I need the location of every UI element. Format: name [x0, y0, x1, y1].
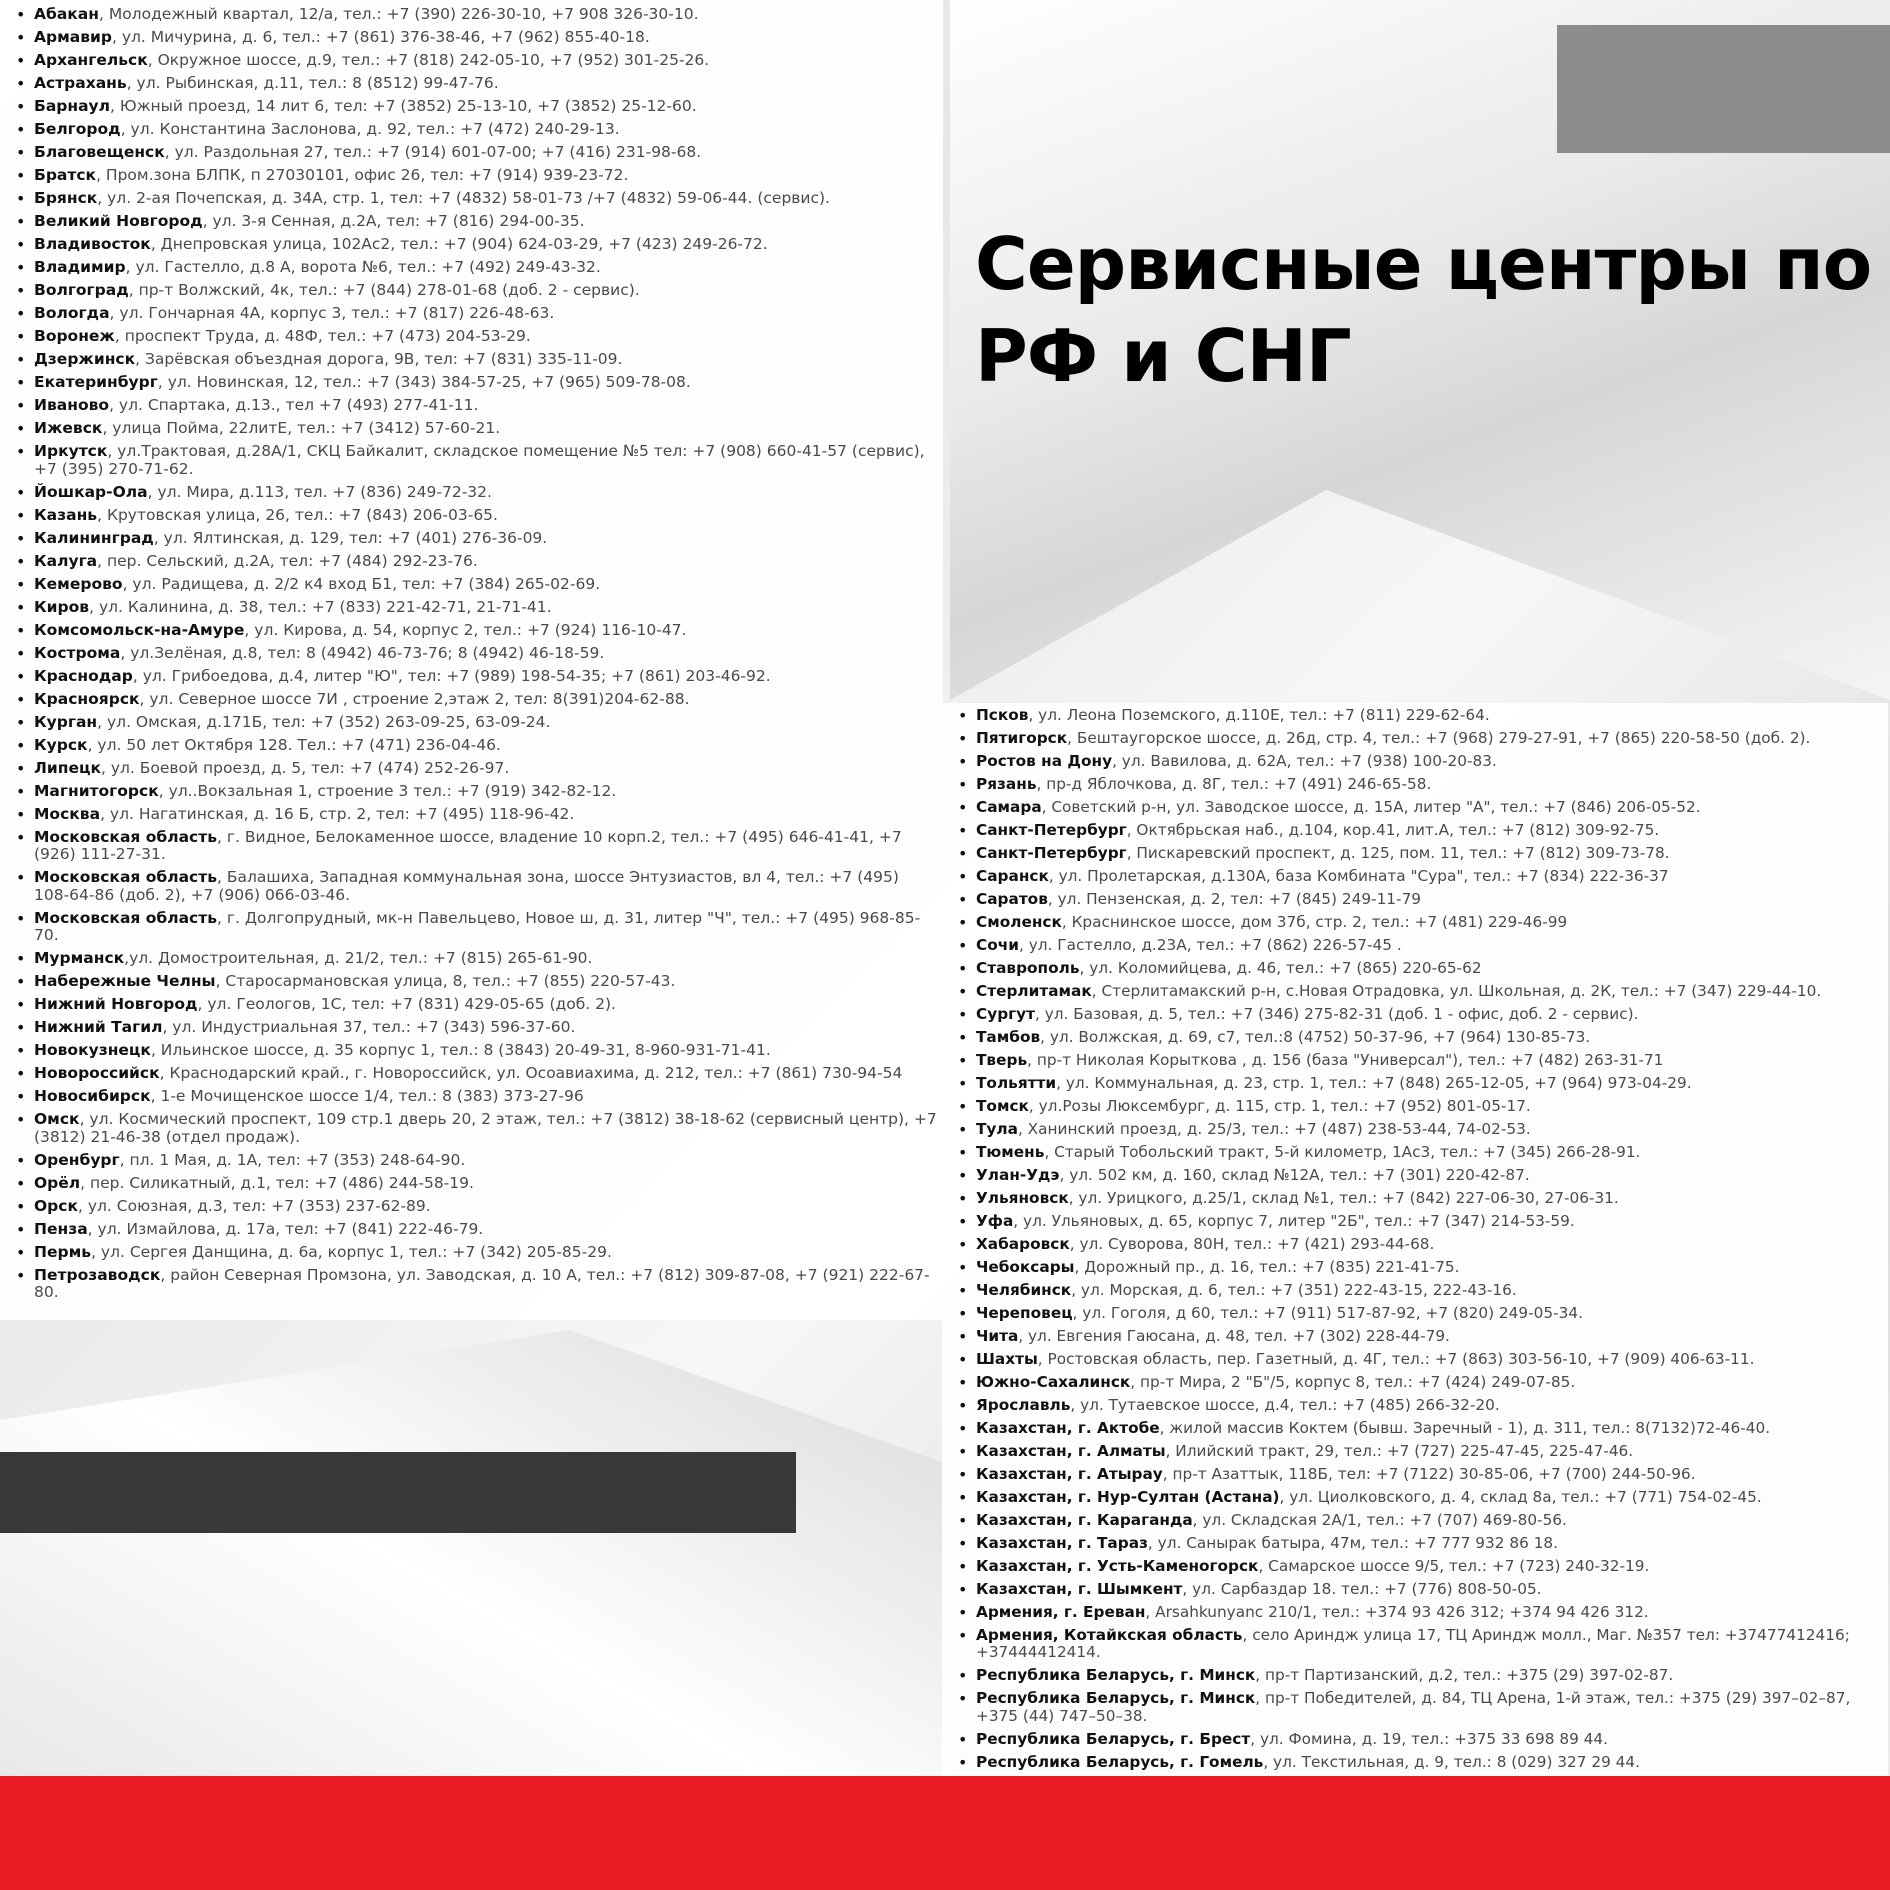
service-center-item — [14, 1065, 937, 1083]
service-center-city: Иваново — [34, 396, 110, 414]
service-center-details: , г. Видное, Белокаменное шоссе, владение 10 корп.2, тел.: +7 (495) 646-41-41, +7 (926) 111-27-31. — [34, 827, 902, 863]
service-center-city: Казахстан, г. Атырау — [976, 1465, 1163, 1483]
service-center-details: , Краснодарский край., г. Новороссийск, ул. Осоавиахима, д. 212, тел.: +7 (861) 730-94-54 — [159, 1064, 903, 1082]
service-center-details: , ул. Пролетарская, д.130А, база Комбината "Сура", тел.: +7 (834) 222-36-37 — [1048, 867, 1669, 885]
service-center-city: Пермь — [34, 1242, 92, 1261]
service-center-item — [14, 282, 937, 300]
service-center-item — [14, 1088, 937, 1106]
service-center-city: Липецк — [34, 758, 101, 777]
service-center-item — [956, 707, 1882, 724]
service-center-details: , пл. 1 Мая, д. 1А, тел: +7 (353) 248-64-90. — [119, 1150, 466, 1169]
service-center-details: , ул. Калинина, д. 38, тел.: +7 (833) 221-42-71, 21-71-41. — [89, 597, 552, 616]
service-center-city: Екатеринбург — [34, 373, 158, 391]
service-center-item — [14, 1244, 937, 1262]
service-center-details: , ул. Омская, д.171Б, тел: +7 (352) 263-09-25, 63-09-24. — [97, 712, 551, 731]
service-center-item — [14, 576, 937, 594]
service-center-city: Самара — [976, 798, 1042, 816]
service-center-details: , проспект Труда, д. 48Ф, тел.: +7 (473) 204-53-29. — [114, 327, 531, 345]
service-center-city: Улан-Удэ — [976, 1166, 1060, 1184]
service-center-details: , ул. Северное шоссе 7И , строение 2,этаж 2, тел: 8(391)204-62-88. — [139, 689, 690, 708]
service-center-item — [956, 1397, 1882, 1414]
service-center-item — [14, 443, 937, 478]
service-center-item — [956, 1144, 1882, 1161]
service-center-item — [14, 305, 937, 323]
service-center-city: Иркутск — [34, 442, 108, 460]
service-center-details: , Окружное шоссе, д.9, тел.: +7 (818) 242-05-10, +7 (952) 301-25-26. — [147, 51, 710, 69]
service-center-city: Краснодар — [34, 666, 133, 685]
service-center-city: Казахстан, г. Шымкент — [976, 1580, 1183, 1598]
service-center-item — [14, 622, 937, 640]
service-center-details: , ул. Ульяновых, д. 65, корпус 7, литер "2Б", тел.: +7 (347) 214-53-59. — [1013, 1212, 1575, 1230]
service-center-city: Дзержинск — [34, 350, 136, 368]
service-center-item — [956, 914, 1882, 931]
page-title: Сервисные центры по РФ и СНГ — [975, 222, 1872, 399]
service-center-city: Ростов на Дону — [976, 752, 1113, 770]
service-center-city: Курск — [34, 735, 88, 754]
service-center-item — [956, 1029, 1882, 1046]
service-center-city: Набережные Челны — [34, 972, 216, 990]
service-center-item — [956, 1098, 1882, 1115]
service-center-city: Орск — [34, 1196, 78, 1215]
service-center-city: Тула — [976, 1120, 1018, 1138]
service-center-details: , ул. 502 км, д. 160, склад №12А, тел.: +7 (301) 220-42-87. — [1059, 1166, 1530, 1184]
service-center-city: Республика Беларусь, г. Минск — [976, 1689, 1256, 1708]
service-center-city: Астрахань — [34, 74, 127, 92]
service-center-item — [14, 806, 937, 824]
service-center-item — [956, 1374, 1882, 1391]
service-center-details: , пр-т Николая Корыткова , д. 156 (база "Универсал"), тел.: +7 (482) 263-31-71 — [1027, 1051, 1664, 1069]
service-center-item — [956, 1754, 1882, 1771]
service-center-city: Кемерово — [34, 574, 123, 593]
decorative-dark-bar — [0, 1452, 796, 1533]
service-center-city: Вологда — [34, 304, 110, 322]
service-center-item — [14, 760, 937, 778]
service-center-item — [14, 737, 937, 755]
service-center-city: Братск — [34, 166, 97, 184]
service-center-item — [14, 1019, 937, 1037]
service-center-details: , ул. Гоголя, д 60, тел.: +7 (911) 517-87-92, +7 (820) 249-05-34. — [1072, 1304, 1583, 1322]
service-center-item — [14, 996, 937, 1014]
service-center-city: Армавир — [34, 28, 112, 46]
service-center-item — [14, 29, 937, 47]
service-center-item — [956, 1466, 1882, 1483]
service-center-details: , ул. Санырак батыра, 47м, тел.: +7 777 932 86 18. — [1147, 1534, 1559, 1552]
service-center-details: , ул. Нагатинская, д. 16 Б, стр. 2, тел: +7 (495) 118-96-42. — [100, 804, 575, 823]
service-center-city: Тамбов — [976, 1028, 1041, 1046]
service-center-details: , ул.Розы Люксембург, д. 115, стр. 1, тел.: +7 (952) 801-05-17. — [1028, 1097, 1531, 1115]
service-center-city: Абакан — [34, 5, 99, 23]
service-center-city: Калуга — [34, 551, 98, 570]
service-center-item — [956, 960, 1882, 977]
service-center-item — [956, 1604, 1882, 1621]
service-center-details: , ул. Коммунальная, д. 23, стр. 1, тел.: +7 (848) 265-12-05, +7 (964) 973-04-29. — [1056, 1074, 1692, 1092]
service-center-city: Ульяновск — [976, 1189, 1069, 1207]
service-center-item — [14, 98, 937, 116]
service-center-item — [956, 1558, 1882, 1575]
service-center-item — [14, 213, 937, 231]
service-center-city: Московская область — [34, 827, 218, 846]
service-center-details: , ул. Леона Поземского, д.110Е, тел.: +7 (811) 229-62-64. — [1028, 706, 1490, 724]
service-center-city: Владивосток — [34, 235, 151, 253]
service-center-details: , жилой массив Коктем (бывш. Заречный - 1), д. 311, тел.: 8(7132)72-46-40. — [1159, 1419, 1771, 1437]
service-center-item — [14, 950, 937, 968]
service-center-details: , ул. Базовая, д. 5, тел.: +7 (346) 275-82-31 (доб. 1 - офис, доб. 2 - сервис). — [1034, 1005, 1639, 1023]
service-center-item — [14, 829, 937, 864]
service-center-details: , ул. Евгения Гаюсана, д. 48, тел. +7 (302) 228-44-79. — [1018, 1327, 1450, 1345]
service-center-details: , ул. Волжская, д. 69, с7, тел.:8 (4752) 50-37-96, +7 (964) 130-85-73. — [1040, 1028, 1591, 1046]
service-center-city: Мурманск — [34, 949, 125, 967]
service-center-details: , ул. Новинская, 12, тел.: +7 (343) 384-57-25, +7 (965) 509-78-08. — [157, 373, 691, 391]
service-center-details: , ул. 3-я Сенная, д.2А, тел: +7 (816) 294-00-35. — [202, 212, 585, 230]
service-center-item — [14, 1267, 937, 1302]
service-center-item — [14, 530, 937, 548]
service-center-item — [956, 891, 1882, 908]
service-center-item — [956, 1667, 1882, 1684]
service-center-city: Кострома — [34, 643, 121, 662]
service-center-details: , г. Долгопрудный, мк-н Павельцево, Новое ш, д. 31, литер "Ч", тел.: +7 (495) 968-85-70. — [34, 908, 921, 944]
service-center-item — [956, 1443, 1882, 1460]
service-center-details: , ул. 50 лет Октября 128. Тел.: +7 (471) 236-04-46. — [87, 735, 501, 754]
service-center-list-left — [0, 0, 943, 1320]
service-center-city: Санкт-Петербург — [976, 844, 1127, 862]
service-center-details: , село Ариндж улица 17, ТЦ Ариндж молл., Маг. №357 тел: +37477412416; +37444412414. — [976, 1626, 1850, 1662]
service-center-city: Республика Беларусь, г. Гомель — [976, 1752, 1264, 1771]
service-center-city: Челябинск — [976, 1281, 1072, 1299]
service-center-item — [14, 121, 937, 139]
service-center-details: , ул. Раздольная 27, тел.: +7 (914) 601-07-00; +7 (416) 231-98-68. — [164, 143, 702, 161]
service-center-details: , пер. Сельский, д.2А, тел: +7 (484) 292-23-76. — [97, 551, 478, 570]
service-center-city: Омск — [34, 1110, 80, 1128]
service-center-details: , ул. Коломийцева, д. 46, тел.: +7 (865) 220-65-62 — [1079, 959, 1482, 977]
service-center-city: Волгоград — [34, 281, 129, 299]
service-center-item — [14, 52, 937, 70]
service-center-city: Московская область — [34, 908, 218, 927]
service-center-details: , Южный проезд, 14 лит 6, тел: +7 (3852) 25-13-10, +7 (3852) 25-12-60. — [110, 97, 697, 115]
service-center-details: , ул. Константина Заслонова, д. 92, тел.: +7 (472) 240-29-13. — [120, 120, 620, 138]
service-center-item — [956, 1236, 1882, 1253]
service-center-item — [14, 691, 937, 709]
service-center-item — [14, 6, 937, 24]
service-center-item — [14, 599, 937, 617]
service-center-item — [956, 1627, 1882, 1662]
service-center-item — [14, 1221, 937, 1239]
service-center-details: , ул. Космический проспект, 109 стр.1 дверь 20, 2 этаж, тел.: +7 (3812) 38-18-62 (сервисный центр), +7 (3812) 21-46-38 (отдел продаж). — [34, 1110, 937, 1146]
service-center-details: , ул. Тутаевское шоссе, д.4, тел.: +7 (485) 266-32-20. — [1070, 1396, 1500, 1414]
service-center-city: Чебоксары — [976, 1258, 1075, 1276]
service-center-item — [14, 783, 937, 801]
service-center-item — [14, 1152, 937, 1170]
service-center-city: Смоленск — [976, 913, 1062, 931]
service-center-city: Ставрополь — [976, 959, 1080, 977]
service-center-item — [956, 1535, 1882, 1552]
service-center-city: Ижевск — [34, 419, 103, 437]
service-center-details: , ул. Сарбаздар 18. тел.: +7 (776) 808-50-05. — [1182, 1580, 1542, 1598]
service-center-item — [14, 374, 937, 392]
service-center-city: Московская область — [34, 868, 218, 886]
service-center-item — [956, 776, 1882, 793]
service-center-city: Череповец — [976, 1304, 1073, 1322]
service-center-item — [956, 1006, 1882, 1023]
service-center-item — [956, 1351, 1882, 1368]
service-center-details: , ул. Союзная, д.3, тел: +7 (353) 237-62-89. — [77, 1196, 431, 1215]
service-center-item — [956, 730, 1882, 747]
service-center-details: , пр-т Победителей, д. 84, ТЦ Арена, 1-й этаж, тел.: +375 (29) 397–02–87, +375 (44) 747–50–38. — [976, 1689, 1851, 1725]
service-center-city: Саранск — [976, 867, 1049, 885]
service-center-city: Чита — [976, 1327, 1019, 1345]
service-center-item — [956, 1190, 1882, 1207]
service-center-details: , ул.Трактовая, д.28А/1, СКЦ Байкалит, складское помещение №5 тел: +7 (908) 660-41-57 (сервис), +7 (395) 270-71-62. — [34, 442, 925, 478]
service-center-city: Курган — [34, 712, 98, 731]
service-center-item — [956, 1489, 1882, 1506]
service-center-details: , Дорожный пр., д. 16, тел.: +7 (835) 221-41-75. — [1074, 1258, 1460, 1276]
service-center-city: Киров — [34, 597, 90, 616]
service-center-details: , Стерлитамакский р-н, с.Новая Отрадовка, ул. Школьная, д. 2К, тел.: +7 (347) 229-44-10. — [1091, 982, 1822, 1000]
service-center-details: , Илийский тракт, 29, тел.: +7 (727) 225-47-45, 225-47-46. — [1165, 1442, 1634, 1460]
service-center-item — [956, 1305, 1882, 1322]
decorative-grey-block — [1557, 25, 1890, 153]
service-center-city: Брянск — [34, 189, 98, 207]
service-center-item — [956, 822, 1882, 839]
service-center-item — [14, 259, 937, 277]
service-center-city: Орёл — [34, 1173, 81, 1192]
service-center-city: Пятигорск — [976, 729, 1068, 747]
service-center-city: Нижний Тагил — [34, 1018, 163, 1036]
service-center-item — [14, 397, 937, 415]
service-center-item — [956, 868, 1882, 885]
service-center-details: , ул. 2-ая Почепская, д. 34А, стр. 1, тел: +7 (4832) 58-01-73 /+7 (4832) 59-06-44. (сервис). — [97, 189, 830, 207]
service-center-city: Новороссийск — [34, 1064, 160, 1082]
service-center-city: Оренбург — [34, 1150, 120, 1169]
service-center-item — [956, 983, 1882, 1000]
service-center-item — [14, 328, 937, 346]
service-center-details: , Самарское шоссе 9/5, тел.: +7 (723) 240-32-19. — [1258, 1557, 1650, 1575]
service-center-item — [956, 1731, 1882, 1748]
service-center-item — [14, 144, 937, 162]
service-center-city: Тверь — [976, 1051, 1028, 1069]
service-center-item — [956, 1690, 1882, 1725]
service-center-city: Шахты — [976, 1350, 1038, 1368]
service-center-city: Ярославль — [976, 1396, 1071, 1414]
service-center-details: , Бештаугорское шоссе, д. 26д, стр. 4, тел.: +7 (968) 279-27-91, +7 (865) 220-58-50 (доб. 2). — [1067, 729, 1811, 747]
service-center-details: , пр-д Яблочкова, д. 8Г, тел.: +7 (491) 246-65-58. — [1036, 775, 1432, 793]
service-center-details: , ул. Гастелло, д.8 А, ворота №6, тел.: +7 (492) 249-43-32. — [125, 258, 601, 276]
service-center-item — [14, 973, 937, 991]
service-center-details: , Ханинский проезд, д. 25/3, тел.: +7 (487) 238-53-44, 74-02-53. — [1017, 1120, 1531, 1138]
service-center-city: Казахстан, г. Нур-Султан (Астана) — [976, 1488, 1280, 1506]
service-center-details: , ул. Урицкого, д.25/1, склад №1, тел.: +7 (842) 227-06-30, 27-06-31. — [1068, 1189, 1619, 1207]
service-center-details: , Советский р-н, ул. Заводское шоссе, д. 15А, литер "А", тел.: +7 (846) 206-05-52. — [1041, 798, 1701, 816]
service-center-item — [14, 507, 937, 525]
service-center-details: , Старосармановская улица, 8, тел.: +7 (855) 220-57-43. — [215, 972, 676, 990]
service-center-details: , ул. Суворова, 80Н, тел.: +7 (421) 293-44-68. — [1069, 1235, 1435, 1253]
service-center-city: Великий Новгород — [34, 212, 203, 230]
service-center-details: , ул. Сергея Данщина, д. 6а, корпус 1, тел.: +7 (342) 205-85-29. — [91, 1242, 612, 1261]
service-center-details: , Краснинское шоссе, дом 37б, стр. 2, тел.: +7 (481) 229-46-99 — [1061, 913, 1568, 931]
service-center-details: , ул. Спартака, д.13., тел +7 (493) 277-41-11. — [109, 396, 479, 414]
service-center-city: Казахстан, г. Тараз — [976, 1534, 1148, 1552]
service-center-details: , ул. Мичурина, д. 6, тел.: +7 (861) 376-38-46, +7 (962) 855-40-18. — [111, 28, 650, 46]
service-center-item — [956, 1259, 1882, 1276]
service-center-item — [956, 1420, 1882, 1437]
service-center-details: , ул. Фомина, д. 19, тел.: +375 33 698 89 44. — [1250, 1729, 1609, 1748]
service-center-item — [14, 714, 937, 732]
service-center-city: Калининград — [34, 528, 154, 547]
service-center-details: , ул. Текстильная, д. 9, тел.: 8 (029) 327 29 44. — [1263, 1752, 1640, 1771]
decorative-red-bar — [0, 1776, 1890, 1890]
service-center-details: , Arsahkunyanc 210/1, тел.: +374 93 426 312; +374 94 426 312. — [1145, 1603, 1649, 1621]
service-center-city: Белгород — [34, 120, 121, 138]
service-center-item — [14, 484, 937, 502]
service-center-item — [956, 1121, 1882, 1138]
service-center-city: Стерлитамак — [976, 982, 1092, 1000]
service-center-details: , Ильинское шоссе, д. 35 корпус 1, тел.: 8 (3843) 20-49-31, 8-960-931-71-41. — [150, 1041, 771, 1059]
service-center-city: Казань — [34, 505, 98, 524]
service-center-city: Барнаул — [34, 97, 110, 115]
service-center-city: Комсомольск-на-Амуре — [34, 620, 245, 639]
service-center-city: Казахстан, г. Актобе — [976, 1419, 1160, 1437]
service-center-details: , ул. Гастелло, д.23А, тел.: +7 (862) 226-57-45 . — [1018, 936, 1402, 954]
service-center-city: Хабаровск — [976, 1235, 1070, 1253]
service-center-item — [956, 1581, 1882, 1598]
service-center-city: Красноярск — [34, 689, 140, 708]
service-center-details: , Зарёвская объездная дорога, 9В, тел: +7 (831) 335-11-09. — [135, 350, 623, 368]
service-center-details: , Пром.зона БЛПК, п 27030101, офис 26, тел: +7 (914) 939-23-72. — [96, 166, 629, 184]
service-center-details: , ул. Рыбинская, д.11, тел.: 8 (8512) 99-47-76. — [126, 74, 499, 92]
service-center-item — [14, 869, 937, 904]
service-center-city: Казахстан, г. Усть-Каменогорск — [976, 1557, 1259, 1575]
service-center-city: Республика Беларусь, г. Минск — [976, 1666, 1256, 1685]
service-center-details: , ул. Ялтинская, д. 129, тел: +7 (401) 276-36-09. — [153, 528, 548, 547]
service-center-details: , Старый Тобольский тракт, 5-й километр, 1Ас3, тел.: +7 (345) 266-28-91. — [1044, 1143, 1641, 1161]
service-center-city: Сургут — [976, 1005, 1035, 1023]
service-center-details: , ул..Вокзальная 1, строение 3 тел.: +7 (919) 342-82-12. — [158, 781, 617, 800]
service-center-details: , ул. Индустриальная 37, тел.: +7 (343) 596-37-60. — [162, 1018, 576, 1036]
service-center-city: Новокузнецк — [34, 1041, 151, 1059]
service-center-item — [14, 190, 937, 208]
service-center-city: Пенза — [34, 1219, 88, 1238]
service-center-city: Владимир — [34, 258, 126, 276]
service-center-city: Новосибирск — [34, 1087, 151, 1105]
service-center-item — [14, 1175, 937, 1193]
service-center-details: , район Северная Промзона, ул. Заводская, д. 10 А, тел.: +7 (812) 309-87-08, +7 (921) 222-67-80. — [34, 1265, 930, 1301]
service-center-details: , ул. Складская 2А/1, тел.: +7 (707) 469-80-56. — [1192, 1511, 1567, 1529]
service-center-city: Тольятти — [976, 1074, 1057, 1092]
service-center-city: Архангельск — [34, 51, 148, 69]
service-center-details: , пр-т Мира, 2 "Б"/5, корпус 8, тел.: +7 (424) 249-07-85. — [1130, 1373, 1576, 1391]
service-center-city: Нижний Новгород — [34, 995, 198, 1013]
service-center-item — [956, 845, 1882, 862]
service-center-item — [14, 1042, 937, 1060]
service-center-city: Казахстан, г. Алматы — [976, 1442, 1166, 1460]
service-center-item — [14, 167, 937, 185]
service-center-details: , пр-т Волжский, 4к, тел.: +7 (844) 278-01-68 (доб. 2 - сервис). — [128, 281, 640, 299]
service-center-details: , улица Пойма, 22литЕ, тел.: +7 (3412) 57-60-21. — [102, 419, 501, 437]
service-center-list-right — [942, 703, 1888, 1853]
service-center-city: Магнитогорск — [34, 781, 159, 800]
service-center-details: , ул. Боевой проезд, д. 5, тел: +7 (474) 252-26-97. — [100, 758, 510, 777]
service-center-details: , ул. Морская, д. 6, тел.: +7 (351) 222-43-15, 222-43-16. — [1071, 1281, 1517, 1299]
service-center-item — [14, 645, 937, 663]
service-center-city: Казахстан, г. Караганда — [976, 1511, 1193, 1529]
service-center-details: , ул. Грибоедова, д.4, литер "Ю", тел: +7 (989) 198-54-35; +7 (861) 203-46-92. — [132, 666, 771, 685]
service-center-city: Томск — [976, 1097, 1029, 1115]
service-center-details: , ул. Геологов, 1С, тел: +7 (831) 429-05-65 (доб. 2). — [197, 995, 616, 1013]
service-center-details: , Балашиха, Западная коммунальная зона, шоссе Энтузиастов, вл 4, тел.: +7 (495) 108-64-86 (доб. 2), +7 (906) 066-03-46. — [34, 868, 899, 904]
service-center-city: Саратов — [976, 890, 1048, 908]
service-center-city: Армения, Котайкская область — [976, 1626, 1243, 1644]
service-center-city: Рязань — [976, 775, 1037, 793]
service-center-item — [14, 351, 937, 369]
service-center-details: , 1-е Мочищенское шоссе 1/4, тел.: 8 (383) 373-27-96 — [150, 1087, 584, 1105]
service-center-city: Благовещенск — [34, 143, 165, 161]
service-center-item — [14, 1198, 937, 1216]
service-center-city: Псков — [976, 706, 1029, 724]
service-center-item — [14, 75, 937, 93]
service-center-details: , Октябрьская наб., д.104, кор.41, лит.А, тел.: +7 (812) 309-92-75. — [1126, 821, 1660, 839]
service-center-details: , пр-т Азаттык, 118Б, тел: +7 (7122) 30-85-06, +7 (700) 244-50-96. — [1162, 1465, 1696, 1483]
service-center-item — [14, 420, 937, 438]
service-center-city: Армения, г. Ереван — [976, 1603, 1146, 1621]
service-center-city: Южно-Сахалинск — [976, 1373, 1131, 1391]
service-center-item — [14, 553, 937, 571]
service-center-city: Йошкар-Ола — [34, 482, 148, 501]
service-center-details: , ул. Мира, д.113, тел. +7 (836) 249-72-32. — [147, 482, 492, 501]
service-center-details: , пер. Силикатный, д.1, тел: +7 (486) 244-58-19. — [80, 1173, 474, 1192]
service-center-item — [956, 1328, 1882, 1345]
service-center-item — [956, 799, 1882, 816]
service-center-details: , пр-т Партизанский, д.2, тел.: +375 (29) 397-02-87. — [1255, 1666, 1674, 1685]
service-center-item — [956, 1052, 1882, 1069]
service-center-details: ,ул. Домостроительная, д. 21/2, тел.: +7 (815) 265-61-90. — [124, 949, 593, 967]
service-center-details: , ул. Радищева, д. 2/2 к4 вход Б1, тел: +7 (384) 265-02-69. — [122, 574, 601, 593]
service-center-details: , ул. Циолковского, д. 4, склад 8а, тел.: +7 (771) 754-02-45. — [1279, 1488, 1762, 1506]
service-center-details: , Днепровская улица, 102Ас2, тел.: +7 (904) 624-03-29, +7 (423) 249-26-72. — [150, 235, 768, 253]
service-center-details: , ул. Гончарная 4А, корпус 3, тел.: +7 (817) 226-48-63. — [109, 304, 555, 322]
service-center-item — [956, 937, 1882, 954]
service-center-item — [956, 1075, 1882, 1092]
service-center-details: , ул. Вавилова, д. 62А, тел.: +7 (938) 100-20-83. — [1112, 752, 1497, 770]
service-center-item — [956, 753, 1882, 770]
service-center-details: , ул. Кирова, д. 54, корпус 2, тел.: +7 (924) 116-10-47. — [244, 620, 687, 639]
service-center-item — [14, 668, 937, 686]
service-center-item — [956, 1213, 1882, 1230]
service-center-details: , ул. Измайлова, д. 17а, тел: +7 (841) 222-46-79. — [87, 1219, 484, 1238]
service-center-city: Санкт-Петербург — [976, 821, 1127, 839]
service-center-details: , ул. Пензенская, д. 2, тел: +7 (845) 249-11-79 — [1047, 890, 1422, 908]
service-center-details: , Пискаревский проспект, д. 125, пом. 11, тел.: +7 (812) 309-73-78. — [1126, 844, 1670, 862]
service-center-city: Петрозаводск — [34, 1265, 161, 1284]
service-center-details: , ул.Зелёная, д.8, тел: 8 (4942) 46-73-76; 8 (4942) 46-18-59. — [120, 643, 605, 662]
background-shard — [0, 1330, 950, 1780]
service-center-item — [14, 1111, 937, 1146]
service-center-item — [956, 1282, 1882, 1299]
service-center-details: , Ростовская область, пер. Газетный, д. 4Г, тел.: +7 (863) 303-56-10, +7 (909) 406-63-11. — [1037, 1350, 1755, 1368]
service-center-item — [956, 1167, 1882, 1184]
service-center-city: Республика Беларусь, г. Брест — [976, 1729, 1251, 1748]
service-center-city: Уфа — [976, 1212, 1014, 1230]
service-center-city: Воронеж — [34, 327, 115, 345]
service-center-city: Тюмень — [976, 1143, 1045, 1161]
service-center-item — [956, 1512, 1882, 1529]
service-center-city: Москва — [34, 804, 101, 823]
service-center-details: , Крутовская улица, 26, тел.: +7 (843) 206-03-65. — [97, 505, 498, 524]
service-center-city: Сочи — [976, 936, 1019, 954]
service-center-details: , Молодежный квартал, 12/а, тел.: +7 (390) 226-30-10, +7 908 326-30-10. — [98, 5, 699, 23]
service-center-item — [14, 910, 937, 945]
service-center-item — [14, 236, 937, 254]
